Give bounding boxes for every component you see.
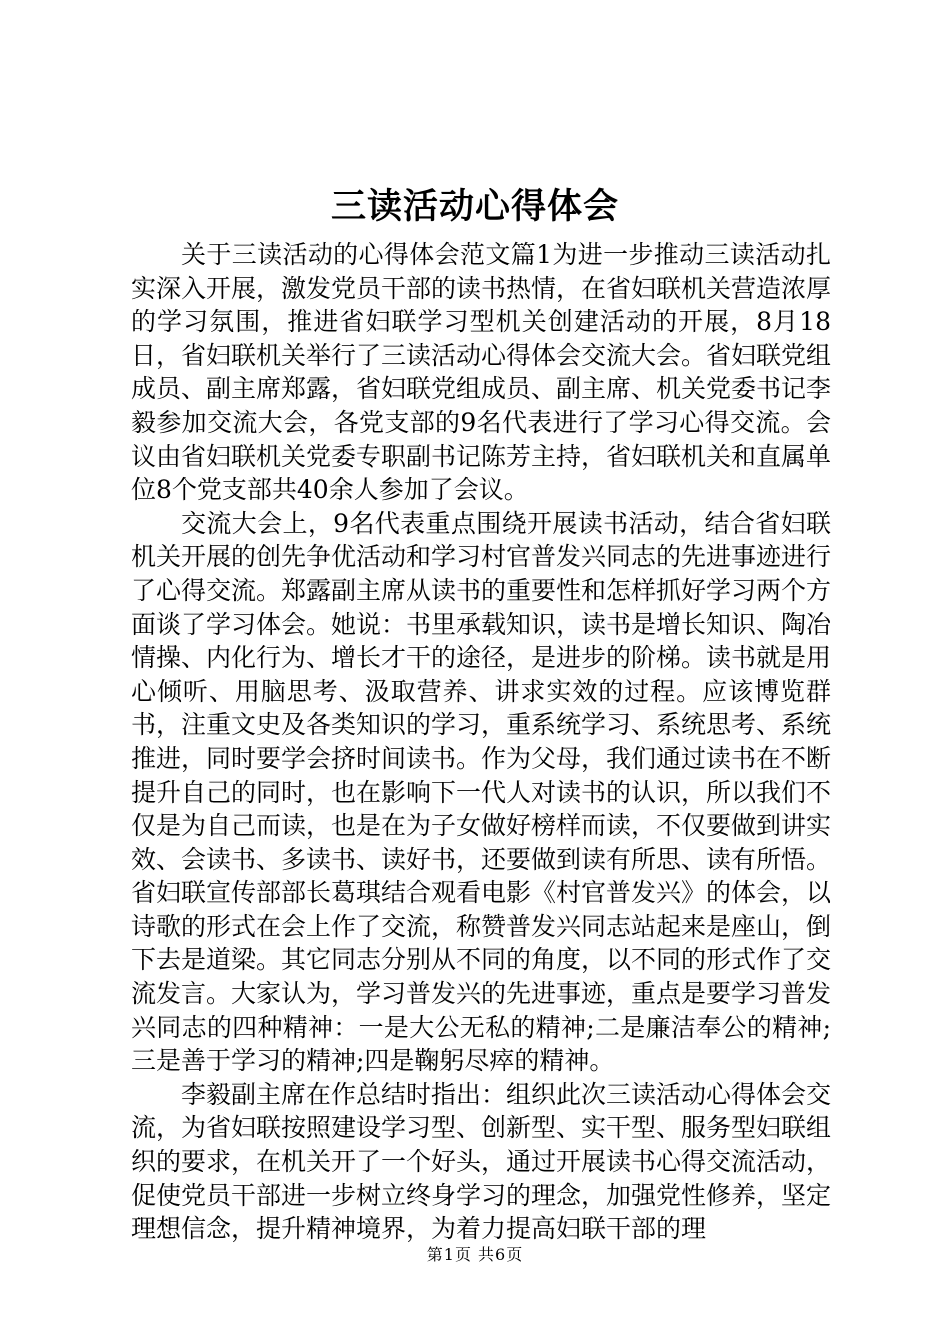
paragraph-1: 关于三读活动的心得体会范文篇1为进一步推动三读活动扎实深入开展，激发党员干部的读书热情，在省妇联机关营造浓厚的学习氛围，推进省妇联学习型机关创建活动的开展，8月18日，省妇联机关举行了三读活动心得体会交流大会。省妇联党组成员、副主席郑露，省妇联党组成员、副主席、机关党委书记李毅参加交流大会，各党支部的9名代表进行了学习心得交流。会议由省妇联机关党委专职副书记陈芳主持，省妇联机关和直属单位8个党支部共40余人参加了会议。 bbox=[131, 240, 832, 505]
document-title: 三读活动心得体会 bbox=[330, 186, 619, 227]
paragraph-3: 李毅副主席在作总结时指出：组织此次三读活动心得体会交流，为省妇联按照建设学习型、创新型、实干型、服务型妇联组织的要求，在机关开了一个好头，通过开展读书心得交流活动，促使党员干部进一步树立终身学习的理念，加强党性修养，坚定理想信念，提升精神境界，为着力提高妇联干部的理 bbox=[131, 1079, 832, 1244]
document-body bbox=[131, 238, 831, 1246]
page-footer: 第1页 共6页 bbox=[426, 1245, 524, 1264]
paragraph-2: 交流大会上，9名代表重点围绕开展读书活动，结合省妇联机关开展的创先争优活动和学习村官普发兴同志的先进事迹进行了心得交流。郑露副主席从读书的重要性和怎样抓好学习两个方面谈了学习体会。她说：书里承载知识，读书是增长知识、陶冶情操、内化行为、增长才干的途径，是进步的阶梯。读书就是用心倾听、用脑思考、汲取营养、讲求实效的过程。应该博览群书，注重文史及各类知识的学习，重系统学习、系统思考、系统推进，同时要学会挤时间读书。作为父母，我们通过读书在不断提升自己的同时，也在影响下一代人对读书的认识，所以我们不仅是为自己而读，也是在为子女做好榜样而读，不仅要做到讲实效、会读书、多读书、读好书，还要做到读有所思、读有所悟。省妇联宣传部部长葛琪结合观看电影《村官普发兴》的体会，以诗歌的形式在会上作了交流，称赞普发兴同志站起来是座山，倒下去是道梁。其它同志分别从不同的角度，以不同的形式作了交流发言。大家认为，学习普发兴的先进事迹，重点是要学习普发兴同志的四种精神：一是大公无私的精神;二是廉洁奉公的精神;三是善于学习的精神;四是鞠躬尽瘁的精神。 bbox=[131, 508, 832, 1076]
